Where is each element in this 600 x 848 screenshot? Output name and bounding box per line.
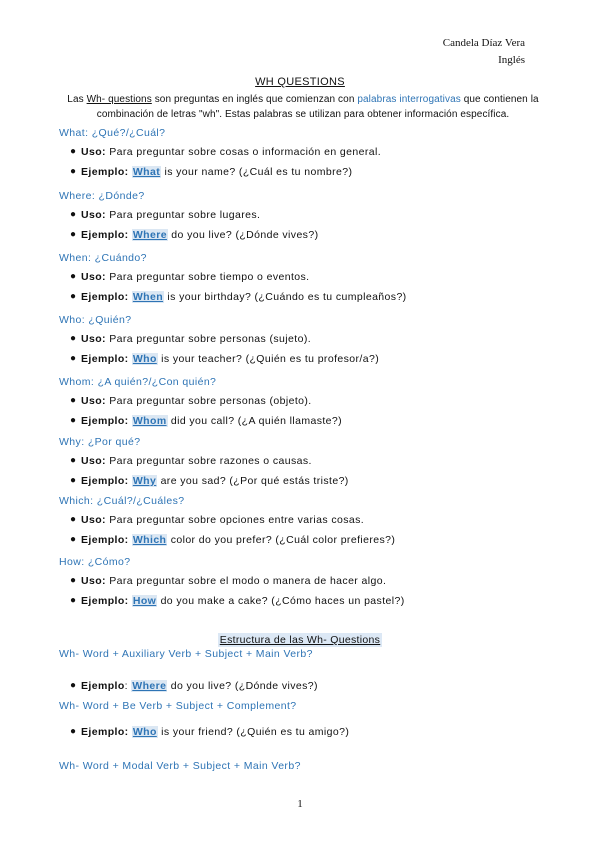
wh-word: Whom xyxy=(132,415,167,427)
example-text: is your name? (¿Cuál es tu nombre?) xyxy=(161,166,353,178)
page-title: WH QUESTIONS xyxy=(255,76,345,88)
question-heading: Where: ¿Dónde? xyxy=(59,190,145,202)
bullet-icon: ● xyxy=(70,271,77,282)
example-label: Ejemplo: xyxy=(81,726,129,738)
list-item xyxy=(59,205,559,225)
bullet-icon: ● xyxy=(70,353,77,364)
example-label: Ejemplo: xyxy=(81,291,129,303)
structure-title-text: Estructura de las Wh- Questions xyxy=(219,634,381,646)
bullet-icon: ● xyxy=(70,146,77,157)
example-text: are you sad? (¿Por qué estás triste?) xyxy=(157,475,349,487)
bullet-icon: ● xyxy=(70,534,77,545)
intro-paragraph xyxy=(48,92,558,122)
uso-text: Para preguntar sobre lugares. xyxy=(105,209,261,221)
example-text: is your teacher? (¿Quién es tu profesor/a?) xyxy=(157,353,380,365)
example-label: Ejemplo: xyxy=(81,415,129,427)
wh-word: Where xyxy=(132,229,167,241)
list-item xyxy=(59,411,559,431)
list-item xyxy=(59,329,559,349)
question-section xyxy=(59,124,559,182)
bullet-icon: ● xyxy=(70,291,77,302)
question-heading: Why: ¿Por qué? xyxy=(59,436,141,448)
formula-modal-verb: Wh- Word + Modal Verb + Subject + Main Verb? xyxy=(59,760,301,772)
list-item xyxy=(59,530,559,550)
wh-word: When xyxy=(132,291,164,303)
example-text: do you live? (¿Dónde vives?) xyxy=(167,229,319,241)
example-text: color do you prefer? (¿Cuál color prefieres?) xyxy=(167,534,396,546)
question-heading: Whom: ¿A quién?/¿Con quién? xyxy=(59,376,217,388)
wh-word: Where xyxy=(132,680,167,692)
list-item xyxy=(59,510,559,530)
wh-word: What xyxy=(132,166,161,178)
example-label: Ejemplo: xyxy=(81,475,129,487)
wh-word: How xyxy=(132,595,157,607)
formula-be-verb: Wh- Word + Be Verb + Subject + Complement? xyxy=(59,700,297,712)
question-heading: Who: ¿Quién? xyxy=(59,314,132,326)
list-item xyxy=(59,287,559,307)
bullet-icon: ● xyxy=(70,209,77,220)
example-be-verb xyxy=(59,722,559,742)
wh-word: Which xyxy=(132,534,167,546)
uso-label: Uso: xyxy=(81,146,106,158)
uso-label: Uso: xyxy=(81,333,106,345)
intro-text: que contienen la xyxy=(460,94,539,105)
list-item xyxy=(59,471,559,491)
uso-label: Uso: xyxy=(81,575,106,587)
bullet-icon: ● xyxy=(70,680,77,691)
bullet-icon: ● xyxy=(70,475,77,486)
example-label: Ejemplo: xyxy=(81,166,129,178)
example-text: is your friend? (¿Quién es tu amigo?) xyxy=(157,726,350,738)
example-text: do you make a cake? (¿Cómo haces un pastel?) xyxy=(157,595,405,607)
bullet-icon: ● xyxy=(70,229,77,240)
question-section xyxy=(59,373,559,431)
uso-text: Para preguntar sobre el modo o manera de hacer algo. xyxy=(105,575,387,587)
question-section xyxy=(59,187,559,245)
uso-label: Uso: xyxy=(81,514,106,526)
example-text: do you live? (¿Dónde vives?) xyxy=(167,680,318,692)
example-label: Ejemplo: xyxy=(81,595,129,607)
structure-title xyxy=(0,630,600,648)
bullet-icon: ● xyxy=(70,166,77,177)
bullet-icon: ● xyxy=(70,726,77,737)
question-heading: Which: ¿Cuál?/¿Cuáles? xyxy=(59,495,185,507)
list-item xyxy=(59,571,559,591)
bullet-icon: ● xyxy=(70,395,77,406)
uso-text: Para preguntar sobre razones o causas. xyxy=(105,455,312,467)
uso-label: Uso: xyxy=(81,209,106,221)
uso-text: Para preguntar sobre opciones entre varias cosas. xyxy=(105,514,365,526)
list-item xyxy=(59,267,559,287)
intro-text: son preguntas en inglés que comienzan con xyxy=(151,94,358,105)
wh-word: Who xyxy=(132,353,157,365)
list-item xyxy=(59,349,559,369)
list-item: ● Ejemplo: Where do you live? (¿Dónde vives?) xyxy=(59,676,559,696)
intro-keyword: palabras interrogativas xyxy=(357,94,461,105)
uso-text: Para preguntar sobre personas (sujeto). xyxy=(105,333,312,345)
list-item xyxy=(59,451,559,471)
uso-label: Uso: xyxy=(81,395,106,407)
wh-word: Who xyxy=(132,726,157,738)
example-text: did you call? (¿A quién llamaste?) xyxy=(167,415,343,427)
example-label: Ejemplo: xyxy=(81,229,129,241)
question-section xyxy=(59,492,559,550)
formula-auxiliary: Wh- Word + Auxiliary Verb + Subject + Main Verb? xyxy=(59,648,313,660)
list-item xyxy=(59,142,559,162)
wh-word: Why xyxy=(132,475,157,487)
example-auxiliary xyxy=(59,676,559,696)
question-section xyxy=(59,249,559,307)
uso-text: Para preguntar sobre personas (objeto). xyxy=(105,395,312,407)
example-label: Ejemplo xyxy=(81,680,125,692)
example-text: is your birthday? (¿Cuándo es tu cumpleaños?) xyxy=(164,291,407,303)
bullet-icon: ● xyxy=(70,595,77,606)
list-item xyxy=(59,225,559,245)
list-item xyxy=(59,391,559,411)
question-heading: When: ¿Cuándo? xyxy=(59,252,147,264)
bullet-icon: ● xyxy=(70,455,77,466)
bullet-icon: ● xyxy=(70,415,77,426)
intro-line-2: combinación de letras "wh". Estas palabras se utilizan para obtener información específica. xyxy=(96,109,510,120)
question-section xyxy=(59,553,559,611)
uso-label: Uso: xyxy=(81,455,106,467)
question-section xyxy=(59,433,559,491)
uso-text: Para preguntar sobre cosas o información en general. xyxy=(105,146,382,158)
bullet-icon: ● xyxy=(70,514,77,525)
subject-name: Inglés xyxy=(498,54,525,66)
question-section xyxy=(59,311,559,369)
document-header xyxy=(443,35,525,69)
bullet-icon: ● xyxy=(70,575,77,586)
page-number: 1 xyxy=(297,798,303,810)
example-label: Ejemplo: xyxy=(81,353,129,365)
intro-term: Wh- questions xyxy=(86,94,152,105)
intro-text: Las xyxy=(67,94,87,105)
uso-label: Uso: xyxy=(81,271,106,283)
list-item xyxy=(59,162,559,182)
example-label: Ejemplo: xyxy=(81,534,129,546)
question-heading: What: ¿Qué?/¿Cuál? xyxy=(59,127,166,139)
list-item xyxy=(59,722,559,742)
bullet-icon: ● xyxy=(70,333,77,344)
author-name: Candela Díaz Vera xyxy=(442,37,525,49)
uso-text: Para preguntar sobre tiempo o eventos. xyxy=(105,271,310,283)
question-heading: How: ¿Cómo? xyxy=(59,556,131,568)
list-item xyxy=(59,591,559,611)
